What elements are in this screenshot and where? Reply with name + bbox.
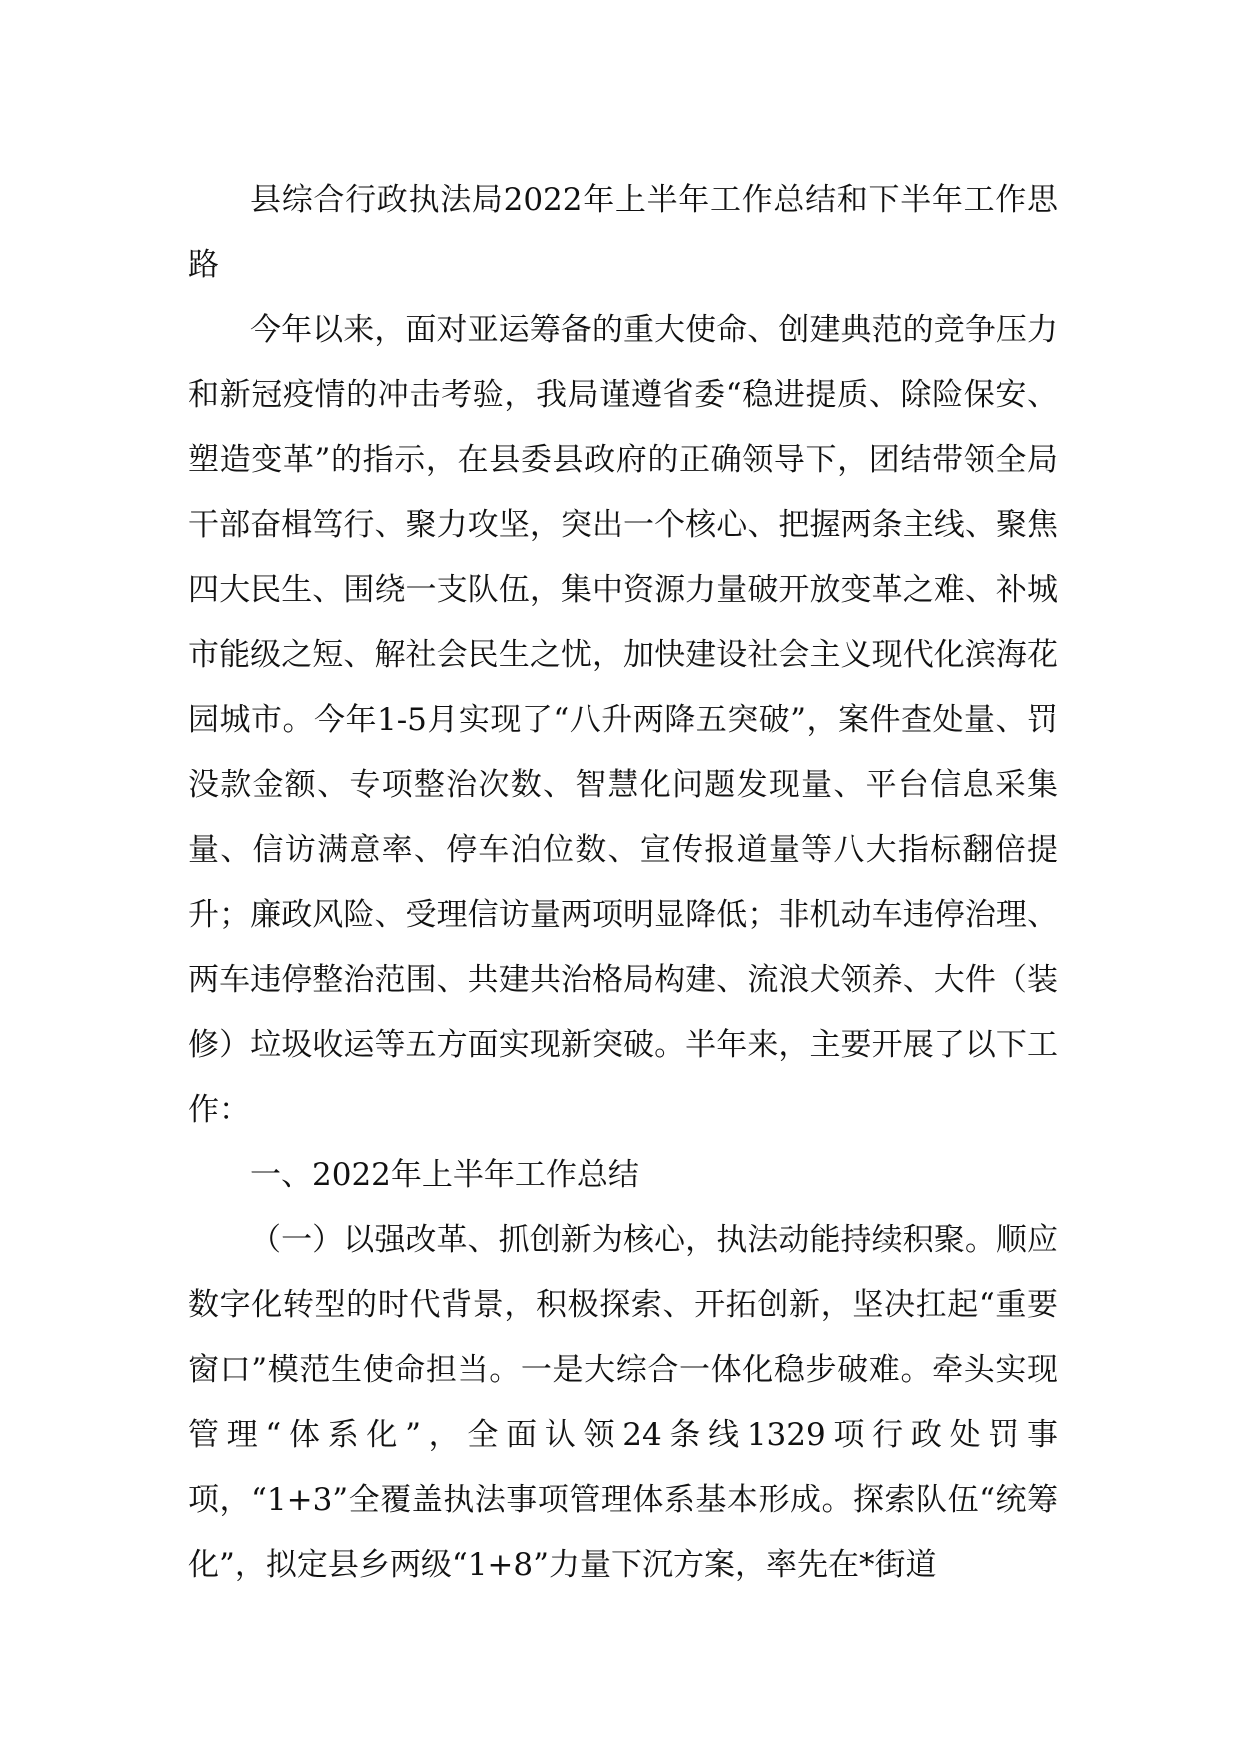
paragraph-intro: 今年以来，面对亚运筹备的重大使命、创建典范的竞争压力和新冠疫情的冲击考验，我局谨遵省委“稳进提质、除险保安、塑造变革”的指示，在县委县政府的正确领导下，团结带领全局干部奋楫笃行、聚力攻坚，突出一个核心、把握两条主线、聚焦四大民生、围绕一支队伍，集中资源力量破开放变革之难、补城市能级之短、解社会民生之忧，加快建设社会主义现代化滨海花园城市。今年1-5月实现了“八升两降五突破”，案件查处量、罚没款金额、专项整治次数、智慧化问题发现量、平台信息采集量、信访满意率、停车泊位数、宣传报道量等八大指标翻倍提升；廉政风险、受理信访量两项明显降低；非机动车违停治理、两车违停整治范围、共建共治格局构建、流浪犬领养、大件（装修）垃圾收运等五方面实现新突破。半年来，主要开展了以下工作： [188,312,1058,1128]
document-title: 县综合行政执法局2022年上半年工作总结和下半年工作思路 [188,182,1058,283]
paragraph-section-1: （一）以强改革、抓创新为核心，执法动能持续积聚。顺应数字化转型的时代背景，积极探索、开拓创新，坚决扛起“重要窗口”模范生使命担当。一是大综合一体化稳步破难。牵头实现管理“体系化”，全面认领24条线1329项行政处罚事项，“1+3”全覆盖执法事项管理体系基本形成。探索队伍“统筹化”，拟定县乡两级“1+8”力量下沉方案，率先在*街道 [188,1222,1058,1583]
section-heading: 一、2022年上半年工作总结 [250,1157,639,1193]
document-body [188,168,1058,1598]
